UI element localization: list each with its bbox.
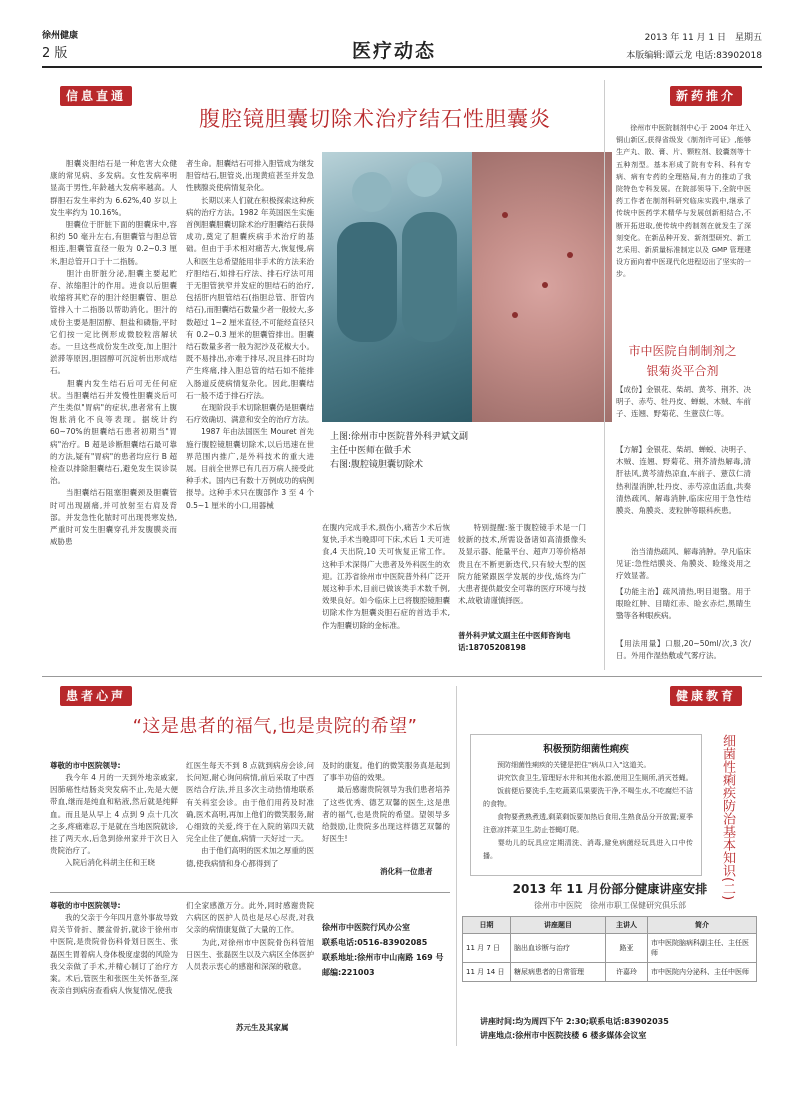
paper-name: 徐州健康 [42,31,79,41]
product-title-line2: 银菊炎平合剂 [646,364,719,378]
letter1-col-a: 我今年 4 月的一天到外地亲戚家,因肺癌性结肠炎突发病不止,先是大便带血,继而是纯血和粘液,然后就是纯鲜血。而且是从早上 4 点到 9 点十几次之多,疼痛难忍,于是就在当地医院就诊,挂了两天水,后急到徐州家并于次日入贵院治疗了。 入院后消化科胡主任和王晓 [50,773,178,868]
letter2-col-a: 我的父亲于今年四月意外事故导致肩关节骨折、腰盆骨折,就诊于徐州市中医院,是贵院骨伤科骨划日医生、张磊医生胃着病人身体极度虚弱的风险为我父亲做了手术,并精心制订了治疗方案。术后,管医生和张医生关怀备至,深夜亲自到病房查看病人恢复情况,使我 [50,913,178,996]
article-col-3: 在腹内完成手术,损伤小,痛苦少术后恢复快,手术当晚即可下床,术后 1 天可进食,4 天出院,10 天可恢复正常工作。这种手术深得广大患者及外科医生的欢迎。江苏省徐州市中医院普外科广泛开展这种手术,目前已做该类手术数千例,效果良好。如今临床上已将腹腔镜胆囊切除术作为胆囊炎胆石症的首选手术,作为胆囊切除的金标准。 [322,523,450,630]
letter2-salute: 尊敬的市中医院领导: [50,901,121,910]
letter2-signature: 苏元生及其家属 [236,1023,289,1032]
masthead [42,28,762,66]
article-col-1: 胆囊炎胆结石是一种危害大众健康的常见病、多发病。女性发病率明显高于男性,年龄越大发病率越高。人群胆石发生率约为 6.62%,40 岁以上发生率约为 10.16%。 胆囊位于肝脏下面的胆囊床中,容积约 50 毫升左右,有胆囊管与胆总管相连,胆囊管直径一般为 0.2~0.3 厘米,胆总管开口于十二指肠。 胆汁由肝脏分泌,胆囊主要起贮存、浓缩胆汁的作用。进食以后胆囊收缩将其贮存的胆汁经胆囊管、胆总管排入十二指肠以帮助消化。胆汁的成份主要是胆固醇、胆盐和磷脂,平时它们按一定比例形成微胶粒溶解状态。一旦这些成份发生改变,加上胆汁淤滞等原因,胆固醇可沉淀析出形成结石。 胆囊内发生结石后可无任何症状。当胆囊结石并发慢性胆囊炎后可产生类似"胃病"的症状,患者常有上腹饱胀消化不良等表现。据统计约 60~70%的胆囊结石患者初期当"胃病"治疗。B 超是诊断胆囊结石最可靠的方法,疑有"胃病"的患者均应行 B 超检查以排除胆囊结石,避免发生误诊误治。 当胆囊结石阻塞胆囊颈及胆囊管时可出现剧痛,并可放射至右肩及背部。并发急性化脓时可出现畏寒发热,严重时可发生胆囊穿孔并发腹膜炎而威胁患 [50,159,177,547]
laparoscopy-photo [472,152,612,422]
tag-info-express: 信息直通车 [60,86,132,106]
product-title-line1: 市中医院自制制剂之 [628,344,737,358]
box-title: 积极预防细菌性痢疾 [543,744,629,755]
letter-divider [50,892,450,893]
drug-intro: 徐州市中医院制剂中心于 2004 年迁入铜山新区,获得省级发《制剂许可证》,能够生产丸、散、膏、片、颗粒剂、胶囊剂等十五种剂型。基本形成了院有专科、科有专病、病有专药的全理格局,有力的推动了我院特色专科发展。在院部领导下,全院中医药工作者在制剂科研究临床实践中,继承了传统中医药学术精华与发展创新相结合,不断开拓进取,使传统中药制剂在就发生了深刻变化。在新品种开发、新剂型研究、新工艺采用、新质量标准制定以及 GMP 管理建设方面向着中医现代化进程迈出了坚实的一步。 [616,124,751,279]
letter1-salute: 尊敬的市中医院领导: [50,761,121,770]
box-text: 预防细菌性痢疾的关键是把住"病从口入"这道关。 讲究饮食卫生,管理好水井和其他水源,使用卫生厕所,消灭苍蝇。 饭前便后要洗手,生吃蔬菜瓜果要洗干净,不喝生水,不吃腐烂不洁的食物。 食物要煮熟煮透,剩菜剩饭要加热后食用,生熟食品分开放置;夏季注意凉拌菜卫生,防止苍蝇叮爬。 婴幼儿的玩具应定期清洗、消毒,避免病菌经玩具进入口中传播。 [483,761,693,860]
vertical-side-title: 细菌性痢疾防治基本知识(二) [720,734,735,901]
lecture-title: 2013 年 11 月份部分健康讲座安排 [512,882,708,896]
tag-patient-voice: 患者心声 [60,686,132,706]
office-line: 联系地址:徐州市中山南路 169 号 [322,953,444,962]
lecture-time: 讲座时间:均为周四下午 2:30;联系电话:83902035 [480,1017,669,1026]
table-cell: 11 月 14 日 [463,963,511,982]
surgery-photo [322,152,472,422]
tag-health-education: 健康教育 [670,686,742,706]
letter1-col-c: 及时的康复。他们的微笑服务真是起到了事半功倍的效果。 最后感谢贵院领导为我们患者培养了这些优秀、德艺双馨的医生,这是患者的福气,也是贵院的希望。望领导多给鼓励,让贵院多出现这样德艺双馨的好医生! [322,761,450,844]
article-col-4: 特别提醒:鉴于腹腔镜手术是一门较新的技术,所需设备诸如高清摄像头及显示器、能量平台、超声刀等价格昂贵且在不断更新迭代,只有较大型的医院方能紧跟医学发展的步伐,炼终为广大患者提供最安全可靠的医疗环境与技术,故敬请谨慎择医。 [458,523,586,606]
office-line: 邮编:221003 [322,968,375,977]
table-cell: 脑出血诊断与治疗 [511,934,606,963]
section-title: 医疗动态 [352,40,437,62]
drug-analysis: 【方解】金银花、柴胡、蝉蜕、决明子、木贼、连翘、野菊花、荆芥清热解毒,清肝祛风,黄芩清热凉血,车前子、薏苡仁清热利湿消肿,牡丹皮、赤芍凉血活血,共奏清热疏风、解毒消肿,临床应用于急性结膜炎、角膜炎、麦粒肿等眼科疾患。 [616,445,751,516]
table-header-row [463,917,757,934]
office-contact [322,920,450,980]
drug-dosage: 【用法用量】口服,20~50ml/次,3 次/日。外用作湿热敷或气雾疗法。 [616,639,751,661]
issue-date: 2013 年 11 月 1 日 星期五 [644,33,762,43]
office-line: 联系电话:0516-83902085 [322,938,428,947]
patient-headline: “这是患者的福气,也是贵院的希望” [132,716,418,737]
lecture-place: 讲座地点:徐州市中医院技楼 6 楼多媒体会议室 [480,1031,647,1040]
column-divider-lower [456,686,457,1046]
table-cell: 11 月 7 日 [463,934,511,963]
table-header: 简介 [648,917,757,934]
lecture-subtitle: 徐州市中医院 徐州市职工保健研究俱乐部 [534,901,686,910]
section-divider [42,676,762,677]
page-number: 2 版 [42,46,68,61]
drug-function: 【功能主治】疏风清热,明目退翳。用于眼睑红肿、目睛红赤、睑玄赤烂,黑睛生翳等各种眼疾病。 [616,587,751,621]
table-header: 日期 [463,917,511,934]
table-header: 讲座题目 [511,917,606,934]
table-row [463,963,757,982]
article-col-2: 者生命。胆囊结石可排入胆管成为继发胆管结石,胆管炎,出现黄疸甚至并发急性胰腺炎使病情复杂化。 长期以来人们就在积极探索这种疾病的治疗方法。1982 年英国医生实施首例胆囊胆囊切除术治疗胆囊结石获得成功,奠定了胆囊疾病手术治疗的基础。但由于手术相对痛苦大,恢复慢,病人和医生总希望能用非手术的方法来治疗胆结石,如排石疗法、排石疗法可用于无胆管狭窄并发症的胆结石的治疗,包括肝内胆管结石(指胆总管、肝管内结石),而胆囊结石数量少者一般较大,多数超过 1~2 厘米直径,不可能经直径只有 0.2~0.3 厘米的胆囊管排出。胆囊结石数量多者一般为泥沙及花椒大小。既不易排出,亦难于排尽,况且排石时均产生疼痛,排入胆总管的结石如不能排入肠道反使病情复杂化。因此,胆囊结石一般不适于排石疗法。 在现阶段手术切除胆囊仍是胆囊结石疗效确切、满意和安全的治疗方法。 1987 年由法国医生 Mouret 首先施行腹腔镜胆囊切除术,以后迅速在世界范围内推广,是外科技术的重大进展。目前全世界已有几百万病人接受此种手术。国内已有数十万例成功的病例报导。这种手术只在腹部作 3 至 4 个 0.5~1 厘米的小口,用器械 [186,159,314,510]
lecture-table [462,916,757,982]
column-divider [604,80,605,670]
letter1-col-b: 红医生每天不到 8 点就到病房会诊,问长问短,耐心询问病情,前后采取了中西医结合疗法,并且多次主动热情地联系有关科室会诊。由于他们用药及时准确,医术高明,再加上他们的微笑服务,耐心细致的关爱,终于在入院的第四天就完全止住了便血,病情一天好过一天。 由于他们高明的医术加之厚重的医德,使我病情和身心都得到了 [186,761,314,868]
table-header: 主讲人 [606,917,648,934]
table-cell: 糖尿病患者的日常管理 [511,963,606,982]
letter1-signature: 消化科一位患者 [380,867,433,876]
letter2-col-b: 们全家感激万分。此外,同时感谢贵院六病区的医护人员也是尽心尽责,对我父亲的病情康复做了大量的工作。 为此,对徐州市中医院骨伤科管旭日医生、张磊医生以及六病区全体医护人员表示衷心的感谢和深深的敬意。 [186,901,314,972]
drug-analysis-2: 治当清热疏风、解毒消肿。孕凡临床见证:急性结膜炎、角膜炎、睑缘炎用之疗效显著。 [616,547,751,581]
article-byline: 普外科尹斌文副主任中医师咨询电话:18705208198 [458,631,571,652]
drug-ingredients: 【成份】金银花、柴胡、黄芩、荆芥、决明子、赤芍、牡丹皮、蝉蜕、木贼、车前子、连翘、野菊花、生薏苡仁等。 [616,385,751,419]
masthead-rule [42,66,762,68]
office-line: 徐州市中医院行风办公室 [322,923,410,932]
dysentery-box [470,734,702,876]
editor-line: 本版编辑:谭云龙 电话:83902018 [626,51,762,61]
table-cell: 市中医院脑病科副主任、主任医师 [648,934,757,963]
table-row [463,934,757,963]
table-cell: 市中医院内分泌科、主任中医师 [648,963,757,982]
article-title: 腹腔镜胆囊切除术治疗结石性胆囊炎 [199,107,551,131]
table-cell: 许嘉玲 [606,963,648,982]
tag-new-drug: 新药推介 [670,86,742,106]
table-cell: 路亚 [606,934,648,963]
photo-caption: 上图:徐州市中医院普外科尹斌文副主任中医师在做手术 右图:腹腔镜胆囊切除术 [330,432,469,470]
